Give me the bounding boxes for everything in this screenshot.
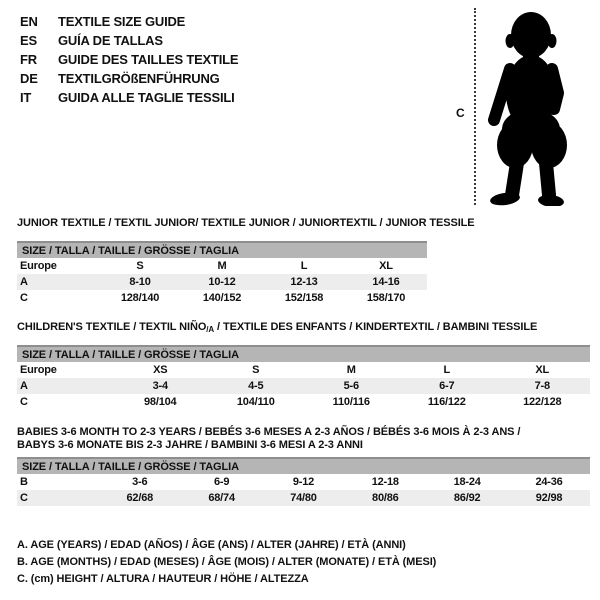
height-cell: 152/158 bbox=[284, 292, 324, 304]
height-cell: 92/98 bbox=[535, 492, 563, 504]
babies-table-title bbox=[17, 426, 590, 452]
age-cell: 7-8 bbox=[534, 380, 550, 392]
babies-size-table bbox=[17, 457, 590, 506]
silhouette-ear-left bbox=[506, 34, 515, 48]
lang-code: FR bbox=[20, 52, 37, 67]
row-label: Europe bbox=[20, 364, 57, 376]
height-cell: 140/152 bbox=[202, 292, 242, 304]
height-cell: 98/104 bbox=[144, 396, 177, 408]
height-cell: 86/92 bbox=[453, 492, 481, 504]
height-dotted-line bbox=[474, 8, 476, 205]
silhouette-foot-right bbox=[537, 194, 564, 206]
size-header-bar: SIZE / TALLA / TAILLE / GRÖSSE / TAGLIA bbox=[17, 242, 427, 258]
lang-code: ES bbox=[20, 33, 37, 48]
size-cell: L bbox=[300, 260, 308, 272]
table-row-age bbox=[17, 274, 427, 290]
height-cell: 74/80 bbox=[290, 492, 317, 504]
title-text: CHILDREN'S TEXTILE / TEXTIL NIÑO bbox=[17, 321, 207, 333]
table-row-europe bbox=[17, 258, 427, 274]
legend-line-a: A. AGE (YEARS) / EDAD (AÑOS) / ÂGE (ANS) / ALTER (JAHRE) / ETÀ (ANNI) bbox=[17, 539, 406, 551]
age-cell: 6-7 bbox=[439, 380, 455, 392]
table-row-months bbox=[17, 474, 590, 490]
junior-textile-section bbox=[17, 217, 475, 306]
size-cell: M bbox=[346, 364, 356, 376]
size-header-bar: SIZE / TALLA / TAILLE / GRÖSSE / TAGLIA bbox=[17, 458, 590, 474]
age-cell: 12-13 bbox=[290, 276, 318, 288]
lang-label: GUÍA DE TALLAS bbox=[58, 33, 163, 48]
size-cell: L bbox=[443, 364, 451, 376]
lang-row-en bbox=[20, 12, 238, 31]
size-header-row bbox=[17, 346, 590, 362]
children-textile-section bbox=[17, 321, 590, 410]
silhouette-leg-right bbox=[546, 163, 549, 195]
size-cell: M bbox=[217, 260, 227, 272]
height-cell: 68/74 bbox=[208, 492, 235, 504]
silhouette-arm-left bbox=[494, 69, 510, 120]
months-cell: 3-6 bbox=[132, 476, 148, 488]
age-cell: 4-5 bbox=[248, 380, 264, 392]
size-cell: XL bbox=[379, 260, 393, 272]
lang-label: TEXTILGRÖßENFÜHRUNG bbox=[58, 71, 220, 86]
title-text: / TEXTILE DES ENFANTS / KINDERTEXTIL / BAMBINI TESSILE bbox=[214, 321, 538, 333]
row-label: A bbox=[20, 380, 28, 392]
lang-code: EN bbox=[20, 14, 38, 29]
silhouette-leg-left bbox=[512, 163, 517, 195]
toddler-silhouette bbox=[479, 4, 579, 206]
age-cell: 5-6 bbox=[343, 380, 359, 392]
babies-textile-section bbox=[17, 426, 590, 506]
height-cell: 128/140 bbox=[120, 292, 160, 304]
junior-table-title: JUNIOR TEXTILE / TEXTIL JUNIOR/ TEXTILE JUNIOR / JUNIORTEXTIL / JUNIOR TESSILE bbox=[17, 217, 475, 229]
size-header-row bbox=[17, 458, 590, 474]
height-cell: 158/170 bbox=[366, 292, 406, 304]
months-cell: 24-36 bbox=[535, 476, 563, 488]
row-label: C bbox=[20, 396, 28, 408]
lang-row-it bbox=[20, 88, 238, 107]
height-cell: 110/116 bbox=[332, 396, 370, 408]
height-cell: 80/86 bbox=[372, 492, 399, 504]
lang-row-de bbox=[20, 69, 238, 88]
age-cell: 14-16 bbox=[372, 276, 400, 288]
age-cell: 8-10 bbox=[129, 276, 151, 288]
height-cell: 116/122 bbox=[427, 396, 466, 408]
size-cell: S bbox=[252, 364, 260, 376]
language-list bbox=[20, 12, 238, 107]
legend-line-c: C. (cm) HEIGHT / ALTURA / HAUTEUR / HÖHE / ALTEZZA bbox=[17, 573, 309, 585]
lang-label: TEXTILE SIZE GUIDE bbox=[58, 14, 186, 29]
legend-line-b: B. AGE (MONTHS) / EDAD (MESES) / ÂGE (MOIS) / ALTER (MONATE) / ETÀ (MESI) bbox=[17, 556, 437, 568]
table-row-height bbox=[17, 490, 590, 506]
size-header-bar: SIZE / TALLA / TAILLE / GRÖSSE / TAGLIA bbox=[17, 346, 590, 362]
table-row-height bbox=[17, 394, 590, 410]
size-header-row bbox=[17, 242, 427, 258]
table-row-height bbox=[17, 290, 427, 306]
row-label: B bbox=[20, 476, 28, 488]
legend bbox=[17, 537, 436, 588]
children-table-title bbox=[17, 321, 590, 334]
age-cell: 10-12 bbox=[208, 276, 236, 288]
row-label: Europe bbox=[20, 260, 57, 272]
months-cell: 9-12 bbox=[292, 476, 315, 488]
row-label: A bbox=[20, 276, 28, 288]
lang-code: DE bbox=[20, 71, 38, 86]
size-cell: S bbox=[136, 260, 144, 272]
silhouette-arm-right bbox=[552, 69, 558, 109]
size-cell: XS bbox=[153, 364, 168, 376]
size-cell: XL bbox=[535, 364, 550, 376]
months-cell: 12-18 bbox=[371, 476, 399, 488]
babies-title-line1: BABIES 3-6 MONTH TO 2-3 YEARS / BEBÉS 3-6 MESES A 2-3 AÑOS / BÉBÉS 3-6 MOIS À 2-3 ANS / bbox=[17, 426, 521, 438]
height-cell: 122/128 bbox=[523, 396, 562, 408]
height-cell: 62/68 bbox=[126, 492, 154, 504]
lang-row-fr bbox=[20, 50, 238, 69]
table-row-age bbox=[17, 378, 590, 394]
age-cell: 3-4 bbox=[152, 380, 168, 392]
children-size-table bbox=[17, 345, 590, 410]
row-label: C bbox=[20, 292, 28, 304]
junior-size-table bbox=[17, 241, 427, 306]
lang-label: GUIDE DES TAILLES TEXTILE bbox=[58, 52, 239, 67]
silhouette-ear-right bbox=[548, 34, 557, 48]
lang-label: GUIDA ALLE TAGLIE TESSILI bbox=[58, 90, 235, 105]
lang-row-es bbox=[20, 31, 238, 50]
height-cell: 104/110 bbox=[236, 396, 275, 408]
table-row-europe bbox=[17, 362, 590, 378]
lang-code: IT bbox=[20, 90, 32, 105]
months-cell: 18-24 bbox=[453, 476, 481, 488]
height-marker-label: C bbox=[456, 106, 465, 120]
title-subscript: /A bbox=[206, 325, 215, 334]
months-cell: 6-9 bbox=[213, 476, 230, 488]
row-label: C bbox=[20, 492, 28, 504]
babies-title-line2: BABYS 3-6 MONATE BIS 2-3 JAHRE / BAMBINI 3-6 MESI A 2-3 ANNI bbox=[17, 439, 363, 451]
